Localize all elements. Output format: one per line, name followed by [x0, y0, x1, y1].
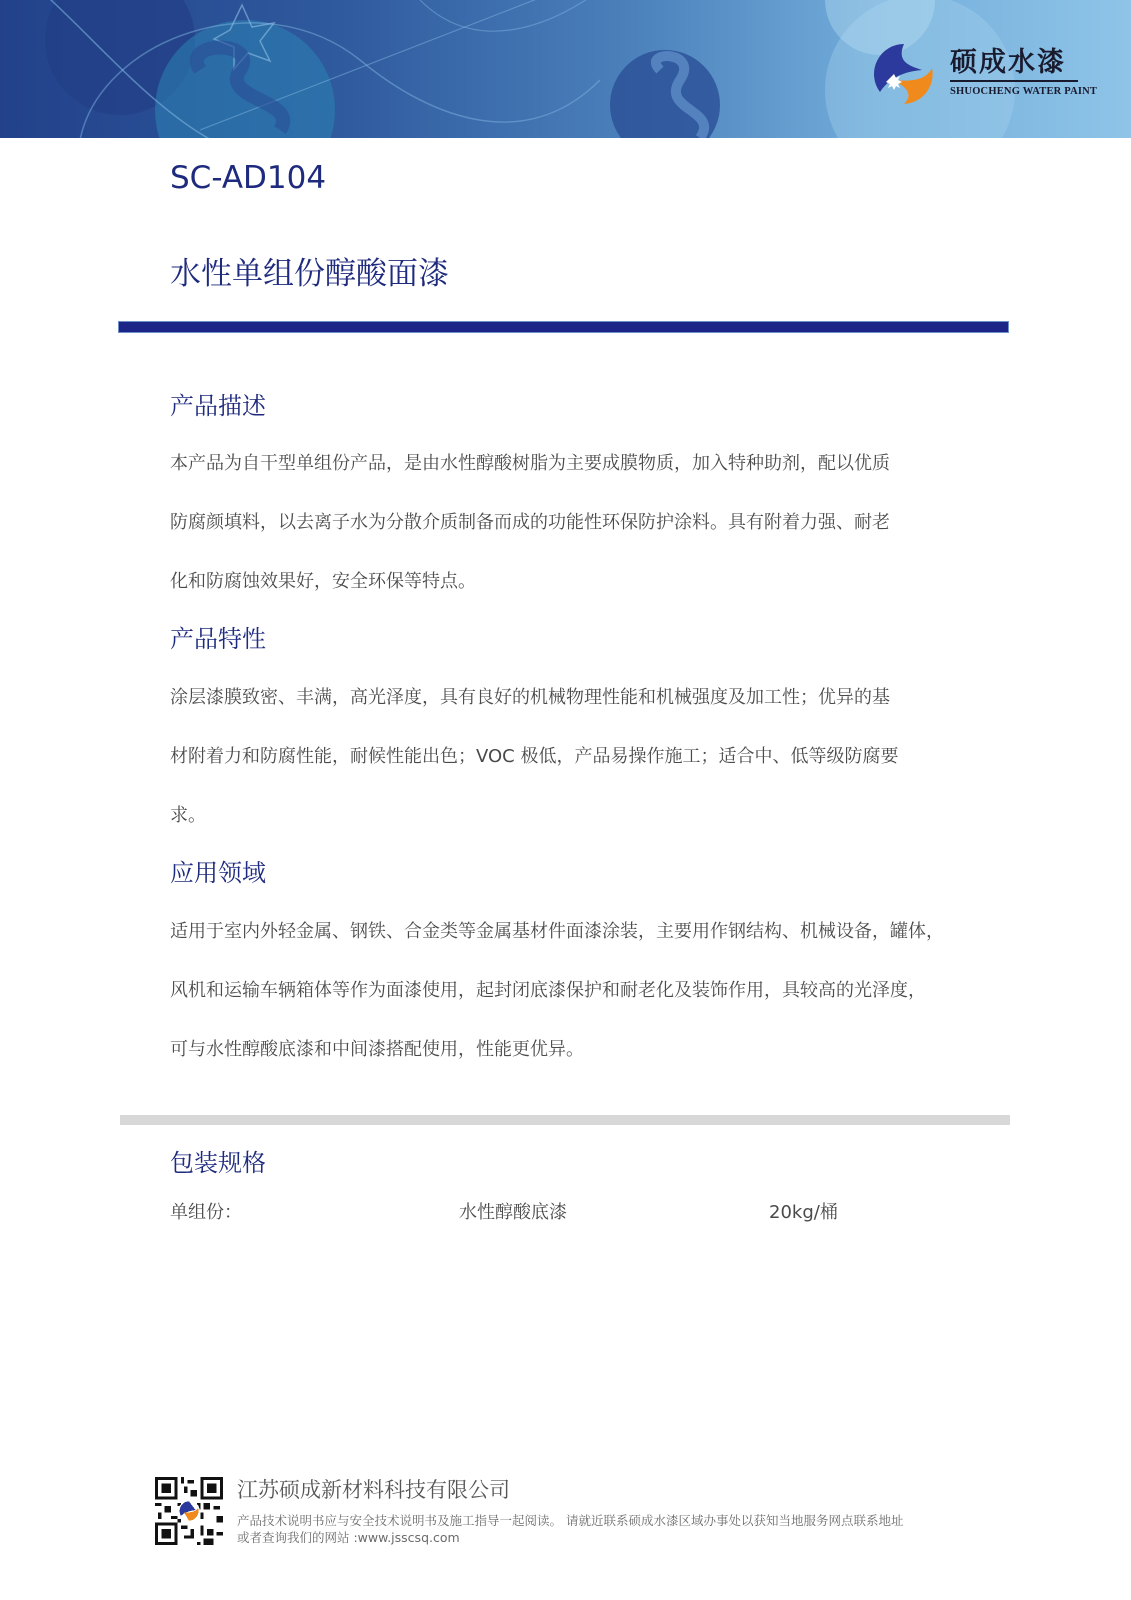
company-name: 江苏硕成新材料科技有限公司	[237, 1478, 510, 1502]
section-heading-packaging: 包装规格	[170, 1149, 266, 1177]
section-body-description	[170, 434, 960, 611]
text-line: 风机和运输车辆箱体等作为面漆使用，起封闭底漆保护和耐老化及装饰作用，具较高的光泽度，	[170, 980, 926, 1001]
packaging-product: 水性醇酸底漆	[459, 1202, 567, 1223]
title-divider	[118, 321, 1009, 333]
text-line: 化和防腐蚀效果好，安全环保等特点。	[170, 571, 476, 592]
brand-logo	[870, 36, 1098, 108]
section-heading-description: 产品描述	[170, 392, 266, 420]
section-divider	[120, 1115, 1010, 1125]
packaging-type: 单组份：	[170, 1202, 242, 1223]
product-title: 水性单组份醇酸面漆	[170, 256, 449, 292]
packaging-size: 20kg/桶	[769, 1202, 838, 1223]
section-body-features	[170, 668, 960, 845]
text-line: 本产品为自干型单组份产品，是由水性醇酸树脂为主要成膜物质，加入特种助剂，配以优质	[170, 453, 890, 474]
section-heading-applications: 应用领域	[170, 859, 266, 887]
text-line: 防腐颜填料，以去离子水为分散介质制备而成的功能性环保防护涂料。具有附着力强、耐老	[170, 512, 890, 533]
product-code: SC-AD104	[170, 160, 327, 196]
text-line: 求。	[170, 805, 206, 826]
qr-code-icon	[155, 1477, 223, 1545]
text-line: 涂层漆膜致密、丰满，高光泽度，具有良好的机械物理性能和机械强度及加工性；优异的基	[170, 687, 890, 708]
header-banner	[0, 0, 1131, 138]
brand-name-en: SHUOCHENG WATER PAINT	[950, 86, 1098, 97]
section-heading-features: 产品特性	[170, 625, 266, 653]
text-line: 适用于室内外轻金属、钢铁、合金类等金属基材件面漆涂装，主要用作钢结构、机械设备，罐体，	[170, 921, 944, 942]
text-line: 材附着力和防腐性能，耐候性能出色；VOC 极低，产品易操作施工；适合中、低等级防腐要	[170, 746, 899, 767]
brand-name-cn: 硕成水漆	[950, 47, 1066, 78]
section-body-applications	[170, 902, 960, 1079]
footer-note: 产品技术说明书应与安全技术说明书及施工指导一起阅读。 请就近联系硕成水漆区域办事处以获知当地服务网点联系地址	[237, 1513, 904, 1528]
logo-divider	[950, 80, 1078, 82]
footer-website: 或者查询我们的网站 :www.jsscsq.com	[237, 1530, 460, 1545]
text-line: 可与水性醇酸底漆和中间漆搭配使用，性能更优异。	[170, 1039, 584, 1060]
logo-mark-icon	[870, 40, 938, 108]
